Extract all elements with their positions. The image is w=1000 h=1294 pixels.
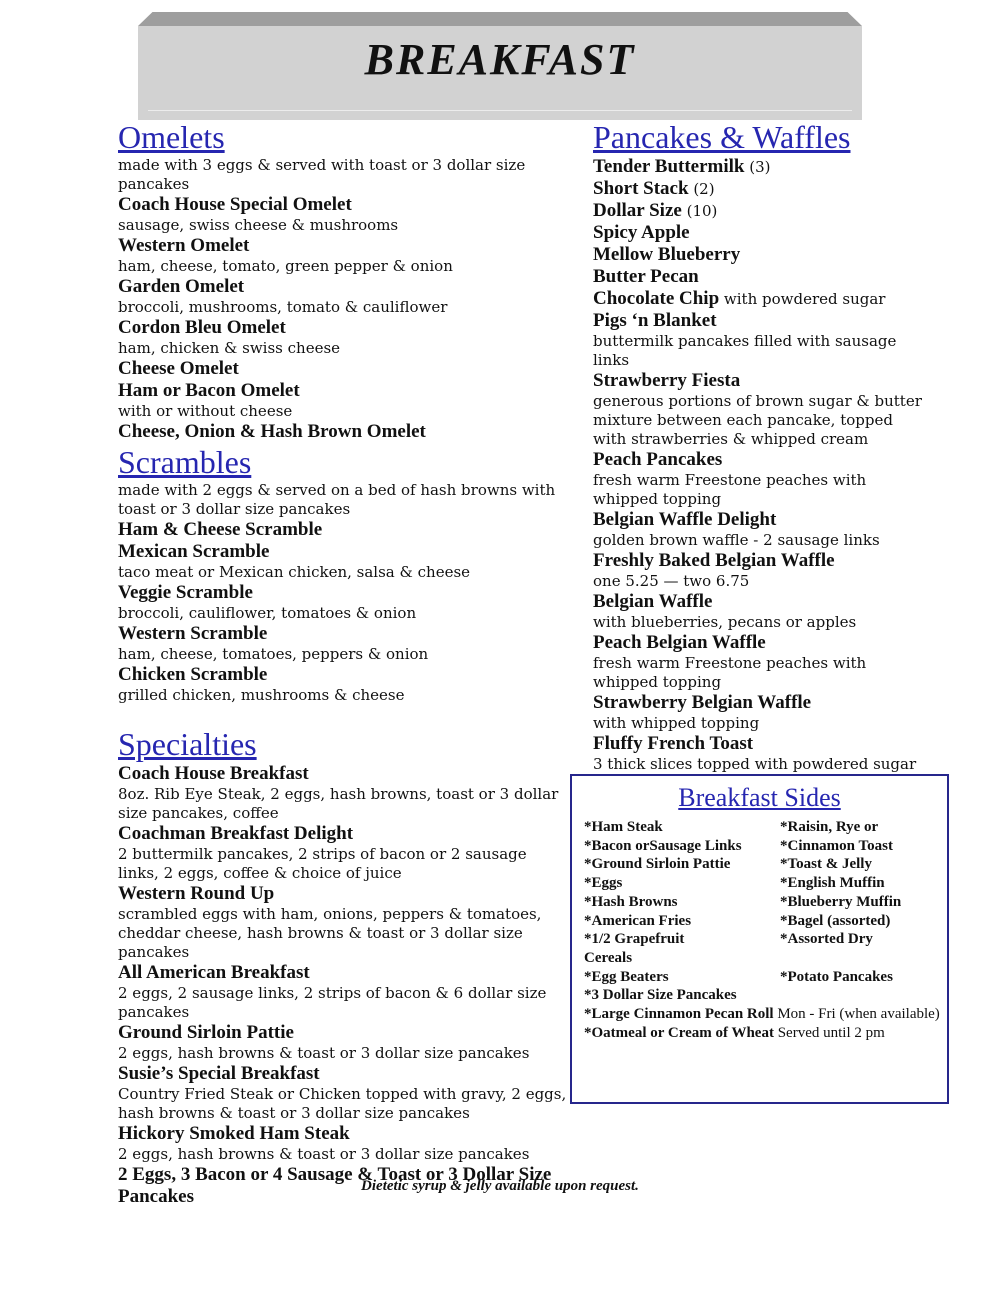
menu-item — [593, 222, 923, 244]
menu-item-name: Peach Pancakes — [593, 449, 723, 470]
menu-item-description: one 5.25 — two 6.75 — [593, 572, 750, 590]
menu-item-line — [593, 178, 923, 200]
menu-item — [118, 317, 568, 358]
side-item: *Egg Beaters — [584, 968, 669, 985]
menu-item-name: Butter Pecan — [593, 266, 699, 287]
menu-item-description: 3 thick slices topped with powdered sugar — [593, 755, 917, 773]
pancakes-section — [593, 118, 923, 774]
menu-item — [593, 178, 923, 200]
menu-item-description: Country Fried Steak or Chicken topped with gravy, 2 eggs, hash browns & toast or 3 dollar size pancakes — [118, 1085, 567, 1122]
menu-item — [593, 370, 923, 449]
menu-item — [118, 582, 568, 623]
side-item: *Potato Pancakes — [780, 968, 893, 985]
page-title: BREAKFAST — [364, 35, 636, 84]
menu-item — [593, 266, 923, 288]
menu-item-line — [593, 692, 923, 714]
menu-item — [118, 623, 568, 664]
menu-item — [593, 156, 923, 178]
side-item — [584, 1005, 940, 1024]
menu-item — [593, 200, 923, 222]
section-title: Specialties — [118, 726, 257, 762]
menu-item — [118, 962, 568, 1022]
menu-item-name: Spicy Apple — [593, 222, 690, 243]
side-item: *Assorted Dry — [780, 931, 873, 948]
specialties-section — [118, 725, 568, 1208]
menu-item-note: with powdered sugar — [719, 290, 886, 308]
side-item: *Eggs — [584, 875, 623, 892]
menu-item — [593, 288, 923, 310]
menu-item-line — [118, 380, 568, 402]
menu-item-description: broccoli, mushrooms, tomato & cauliflower — [118, 298, 448, 316]
menu-item — [593, 509, 923, 550]
menu-item-name: Cheese, Onion & Hash Brown Omelet — [118, 421, 426, 442]
menu-item — [593, 591, 923, 632]
menu-item — [593, 692, 923, 733]
menu-item-name: Chocolate Chip — [593, 288, 720, 309]
side-item: *1/2 Grapefruit — [584, 931, 685, 948]
menu-item-name: Veggie Scramble — [118, 582, 253, 603]
menu-item-name: Strawberry Fiesta — [593, 370, 741, 391]
menu-item-line — [118, 519, 568, 541]
menu-item — [118, 235, 568, 276]
menu-item — [593, 310, 923, 370]
menu-item-name: Fluffy French Toast — [593, 733, 754, 754]
menu-item-line — [118, 664, 568, 686]
menu-item-name: Coachman Breakfast Delight — [118, 823, 354, 844]
menu-item-name: Chicken Scramble — [118, 664, 268, 685]
menu-item-description: with whipped topping — [593, 714, 760, 732]
menu-item-name: Short Stack — [593, 178, 689, 199]
side-item-name: *Oatmeal or Cream of Wheat — [584, 1024, 774, 1041]
side-item: *Raisin, Rye or — [780, 819, 879, 835]
section-description: made with 2 eggs & served on a bed of hash browns with toast or 3 dollar size pancakes — [118, 481, 556, 518]
section-title: Pancakes & Waffles — [593, 119, 851, 155]
menu-item-line — [593, 509, 923, 531]
menu-item — [593, 733, 923, 774]
menu-item-line — [118, 1063, 568, 1085]
menu-item-name: All American Breakfast — [118, 962, 310, 983]
menu-item-name: Coach House Breakfast — [118, 763, 309, 784]
menu-item — [593, 550, 923, 591]
menu-item-description: with blueberries, pecans or apples — [593, 613, 857, 631]
menu-item-line — [118, 623, 568, 645]
menu-item — [118, 1063, 568, 1123]
menu-item-description: with or without cheese — [118, 402, 293, 420]
side-item: *American Fries — [584, 912, 692, 929]
menu-item-name: Coach House Special Omelet — [118, 194, 352, 215]
menu-item-name: Western Omelet — [118, 235, 250, 256]
menu-item-name: Mexican Scramble — [118, 541, 270, 562]
menu-item-description: fresh warm Freestone peaches with whipped topping — [593, 471, 867, 508]
menu-item-line — [593, 266, 923, 288]
pancakes-list — [593, 156, 923, 774]
footer-note: Dietetic syrup & jelly available upon request. — [361, 1178, 639, 1194]
menu-item-line — [593, 310, 923, 332]
menu-item-description: taco meat or Mexican chicken, salsa & cheese — [118, 563, 471, 581]
menu-item-description: ham, chicken & swiss cheese — [118, 339, 341, 357]
menu-item — [118, 358, 568, 380]
menu-item-line — [118, 194, 568, 216]
menu-item-description: broccoli, cauliflower, tomatoes & onion — [118, 604, 417, 622]
menu-item-line — [118, 763, 568, 785]
menu-item — [593, 632, 923, 692]
side-item: *Hash Browns — [584, 893, 678, 910]
menu-item — [118, 664, 568, 705]
side-item: *Toast & Jelly — [780, 856, 872, 873]
menu-item-description: 2 buttermilk pancakes, 2 strips of bacon or 2 sausage links, 2 eggs, coffee & choice of juice — [118, 845, 527, 882]
menu-item-name: Garden Omelet — [118, 276, 245, 297]
breakfast-sides-box — [570, 774, 949, 1104]
menu-item-line — [593, 222, 923, 244]
menu-item-line — [118, 276, 568, 298]
menu-item-name: Tender Buttermilk — [593, 156, 745, 177]
menu-item-description: generous portions of brown sugar & butter mixture between each pancake, topped with strawberries & whipped cream — [593, 392, 922, 448]
menu-item-name: Pigs ‘n Blanket — [593, 310, 717, 331]
menu-item-line — [593, 156, 923, 178]
menu-item — [118, 519, 568, 541]
menu-item-name: Belgian Waffle — [593, 591, 713, 612]
menu-item — [118, 1022, 568, 1063]
menu-item-description: 2 eggs, 2 sausage links, 2 strips of bacon & 6 dollar size pancakes — [118, 984, 547, 1021]
menu-item-line — [593, 200, 923, 222]
menu-item-line — [593, 632, 923, 654]
menu-item-name: Cordon Bleu Omelet — [118, 317, 286, 338]
menu-item-line — [593, 244, 923, 266]
menu-item-line — [118, 358, 568, 380]
menu-item — [118, 763, 568, 823]
banner-divider — [148, 110, 852, 111]
menu-item-description: 2 eggs, hash browns & toast or 3 dollar size pancakes — [118, 1044, 530, 1062]
menu-item — [118, 1123, 568, 1164]
menu-item-name: Mellow Blueberry — [593, 244, 741, 265]
menu-item-line — [593, 591, 923, 613]
side-item-name: *Large Cinnamon Pecan Roll — [584, 1006, 774, 1023]
side-item: Cereals — [584, 949, 633, 966]
side-item-name: *3 Dollar Size Pancakes — [584, 987, 737, 1004]
menu-item-name: Susie’s Special Breakfast — [118, 1063, 320, 1084]
specialties-list — [118, 763, 568, 1208]
menu-item-line — [118, 541, 568, 563]
menu-item-name: Ham or Bacon Omelet — [118, 380, 300, 401]
menu-item-line — [593, 550, 923, 572]
menu-item — [118, 194, 568, 235]
menu-item-description: golden brown waffle - 2 sausage links — [593, 531, 880, 549]
side-item: *Blueberry Muffin — [780, 893, 902, 910]
right-column — [593, 118, 923, 774]
menu-item-line — [593, 370, 923, 392]
menu-item-name: Dollar Size — [593, 200, 682, 221]
menu-item-line — [118, 823, 568, 845]
omelets-list — [118, 194, 568, 443]
menu-item-name: Strawberry Belgian Waffle — [593, 692, 812, 713]
menu-item-description: 2 eggs, hash browns & toast or 3 dollar size pancakes — [118, 1145, 530, 1163]
menu-item — [593, 244, 923, 266]
section-title: Omelets — [118, 119, 225, 155]
menu-item-line — [118, 317, 568, 339]
menu-item-description: ham, cheese, tomato, green pepper & onion — [118, 257, 453, 275]
omelets-section — [118, 118, 568, 443]
section-title: Scrambles — [118, 444, 252, 480]
menu-item — [118, 380, 568, 421]
scrambles-section — [118, 443, 568, 705]
side-item: *Ham Steak — [584, 819, 663, 835]
menu-item-name: Cheese Omelet — [118, 358, 239, 379]
side-item: *Bacon orSausage Links — [584, 837, 742, 854]
sides-title: Breakfast Sides — [678, 783, 841, 812]
menu-item-description: buttermilk pancakes filled with sausage links — [593, 332, 897, 369]
side-item-note: Mon - Fri (when available) — [773, 1006, 940, 1023]
menu-item-name: Ham & Cheese Scramble — [118, 519, 323, 540]
menu-item-line — [118, 421, 568, 443]
menu-item-name: Freshly Baked Belgian Waffle — [593, 550, 835, 571]
menu-item-line — [118, 962, 568, 984]
menu-item-name: 2 Eggs, 3 Bacon or 4 Sausage & Toast or 3 Dollar Size Pancakes — [118, 1164, 552, 1207]
side-item: *English Muffin — [780, 875, 885, 892]
menu-item — [118, 823, 568, 883]
side-item: *Bagel (assorted) — [780, 912, 891, 929]
menu-item — [118, 421, 568, 443]
menu-item-line — [118, 1022, 568, 1044]
menu-item — [118, 276, 568, 317]
menu-item — [593, 449, 923, 509]
side-item: *Cinnamon Toast — [780, 837, 893, 854]
side-item — [584, 986, 940, 1005]
menu-item-description: grilled chicken, mushrooms & cheese — [118, 686, 405, 704]
menu-item-name: Western Round Up — [118, 883, 275, 904]
menu-item-note: (3) — [744, 158, 771, 176]
menu-item-line — [593, 449, 923, 471]
menu-item-line — [118, 1123, 568, 1145]
menu-item-line — [118, 235, 568, 257]
menu-item-name: Belgian Waffle Delight — [593, 509, 777, 530]
section-description: made with 3 eggs & served with toast or 3 dollar size pancakes — [118, 156, 526, 193]
left-column — [118, 118, 568, 1208]
menu-item-name: Hickory Smoked Ham Steak — [118, 1123, 350, 1144]
menu-item-description: scrambled eggs with ham, onions, peppers & tomatoes, cheddar cheese, hash browns & toast or 3 dollar size pancakes — [118, 905, 542, 961]
menu-item-line — [593, 733, 923, 755]
menu-item-line — [593, 288, 923, 310]
title-banner — [138, 12, 862, 120]
menu-item-description: ham, cheese, tomatoes, peppers & onion — [118, 645, 429, 663]
menu-item-name: Ground Sirloin Pattie — [118, 1022, 294, 1043]
menu-item-description: fresh warm Freestone peaches with whipped topping — [593, 654, 867, 691]
menu-item-note: (2) — [688, 180, 715, 198]
side-item-note: Served until 2 pm — [773, 1024, 885, 1041]
spacer — [118, 705, 568, 725]
side-item — [584, 1024, 940, 1043]
menu-item-name: Peach Belgian Waffle — [593, 632, 766, 653]
menu-item-note: (10) — [681, 202, 718, 220]
menu-item — [118, 541, 568, 582]
menu-item-name: Western Scramble — [118, 623, 268, 644]
banner-bevel — [138, 12, 862, 26]
side-item — [780, 949, 940, 968]
menu-item-description: sausage, swiss cheese & mushrooms — [118, 216, 399, 234]
scrambles-list — [118, 519, 568, 705]
menu-item-line — [118, 883, 568, 905]
sides-grid — [584, 818, 940, 1042]
menu-item-description: 8oz. Rib Eye Steak, 2 eggs, hash browns, toast or 3 dollar size pancakes, coffee — [118, 785, 559, 822]
menu-item-line — [118, 582, 568, 604]
menu-item — [118, 883, 568, 962]
side-item: *Ground Sirloin Pattie — [584, 856, 731, 873]
